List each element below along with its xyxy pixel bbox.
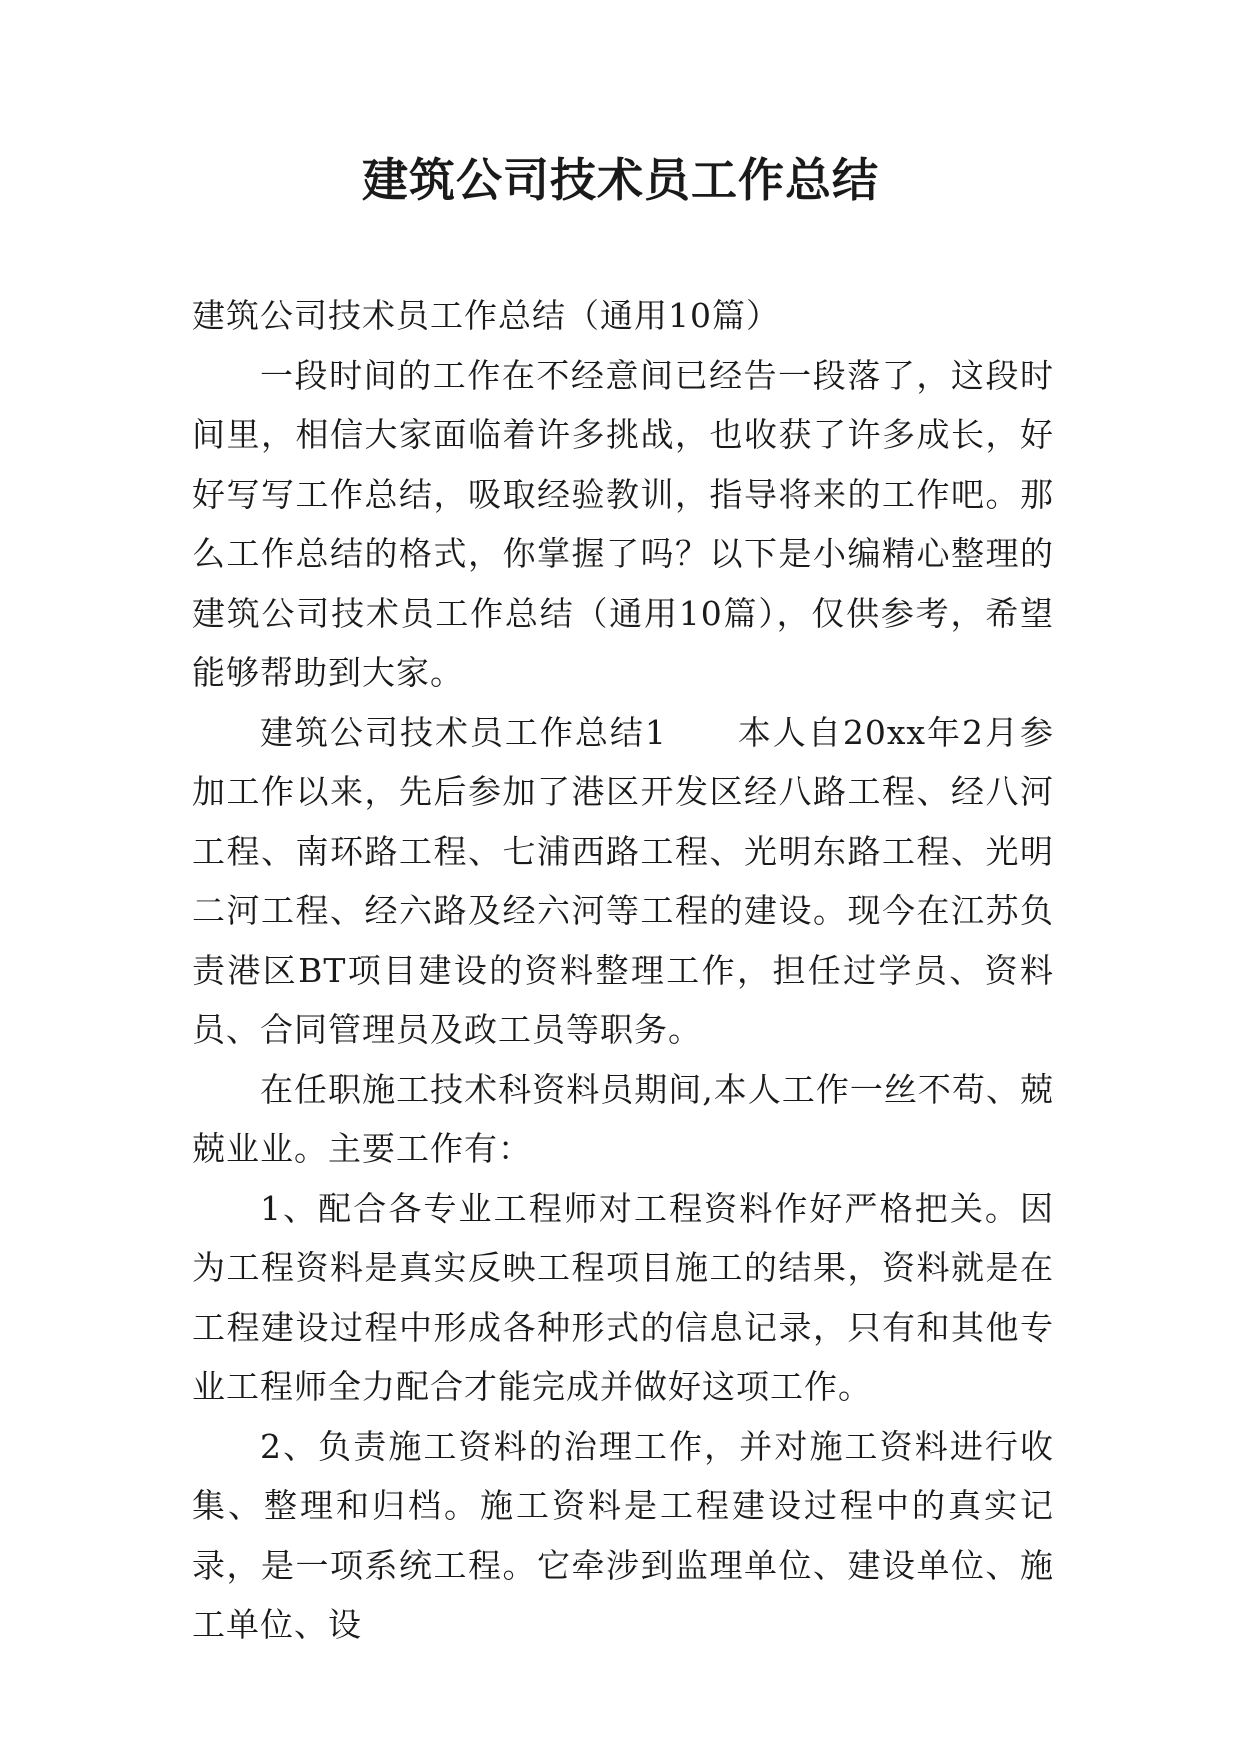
list-item-1-paragraph: 1、配合各专业工程师对工程资料作好严格把关。因为工程资料是真实反映工程项目施工的结果，资料就是在工程建设过程中形成各种形式的信息记录，只有和其他专业工程师全力配合才能完成并做好这项工作。 [192, 1188, 1054, 1406]
document-body [192, 286, 1054, 1655]
list-item-2-paragraph: 2、负责施工资料的治理工作，并对施工资料进行收集、整理和归档。施工资料是工程建设过程中的真实记录，是一项系统工程。它牵涉到监理单位、建设单位、施工单位、设 [192, 1426, 1054, 1644]
document-title: 建筑公司技术员工作总结 [362, 153, 879, 207]
section-1-paragraph [192, 703, 1054, 1060]
duties-intro-paragraph: 在任职施工技术科资料员期间,本人工作一丝不苟、兢兢业业。主要工作有： [192, 1069, 1054, 1168]
section-1-body: 本人自20xx年2月参加工作以来，先后参加了港区开发区经八路工程、经八河工程、南环路工程、七浦西路工程、光明东路工程、光明二河工程、经六路及经六河等工程的建设。现今在江苏负责港区BT项目建设的资料整理工作，担任过学员、资料员、合同管理员及政工员等职务。 [192, 712, 1054, 1049]
intro-paragraph: 一段时间的工作在不经意间已经告一段落了，这段时间里，相信大家面临着许多挑战，也收获了许多成长，好好写写工作总结，吸取经验教训，指导将来的工作吧。那么工作总结的格式，你掌握了吗？以下是小编精心整理的建筑公司技术员工作总结（通用10篇），仅供参考，希望能够帮助到大家。 [192, 355, 1054, 692]
section-1-heading: 建筑公司技术员工作总结1 [260, 712, 667, 752]
document-subtitle: 建筑公司技术员工作总结（通用10篇） [192, 296, 780, 335]
